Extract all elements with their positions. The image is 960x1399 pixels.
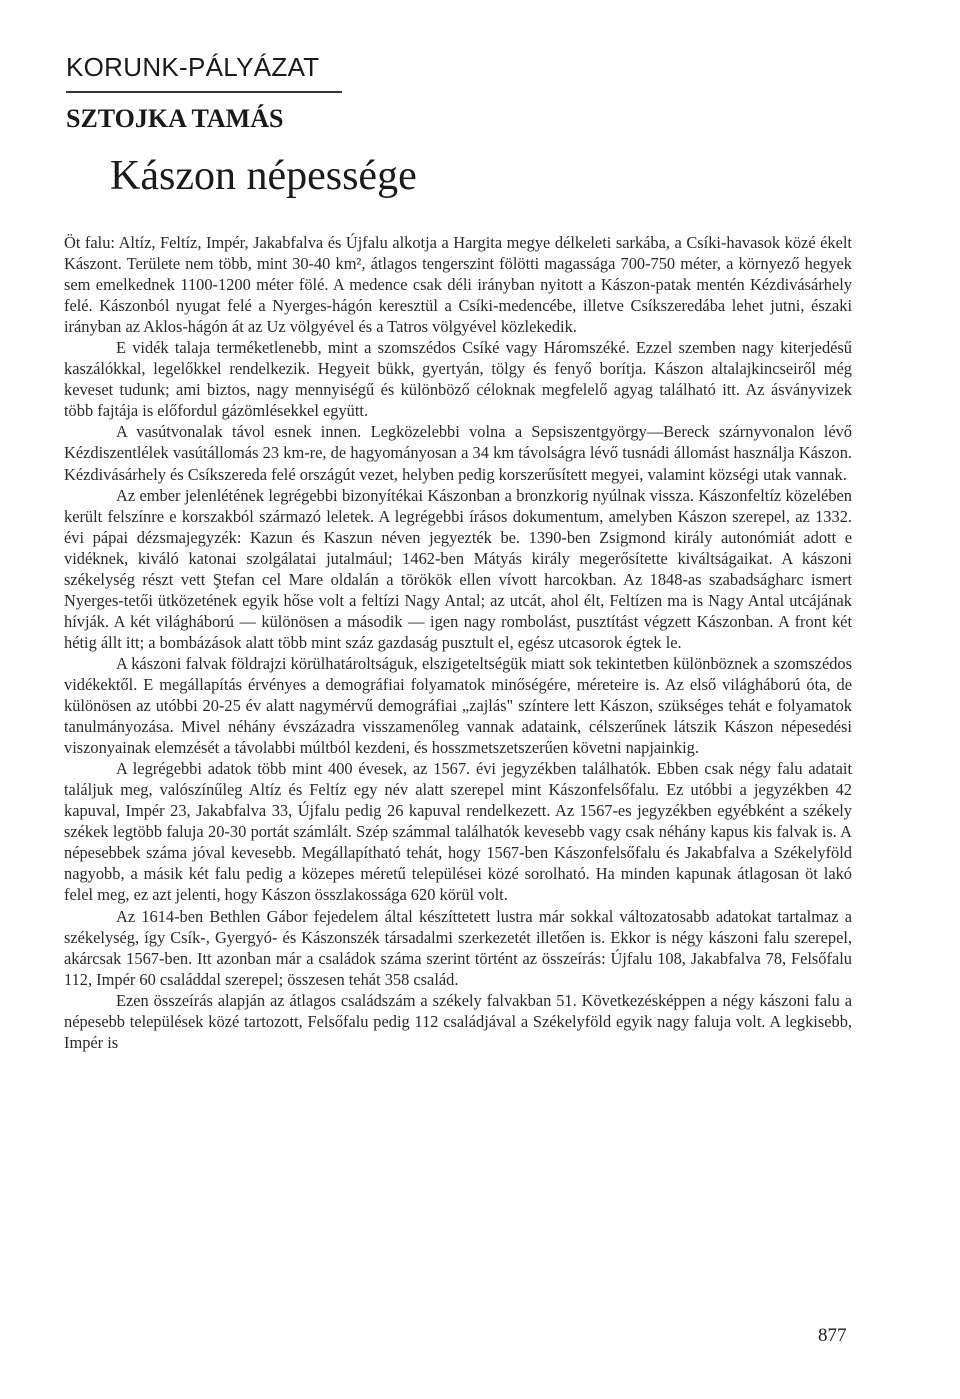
paragraph: Öt falu: Altíz, Feltíz, Impér, Jakabfalva és Újfalu alkotja a Hargita megye délkeleti sarkába, a Csíki-havasok közé ékelt Kászont. Területe nem több, mint 30-40 km², átlagos tengerszint fölötti magassága 700-750 méter, a környező hegyek sem emelkednek 1100-1200 méter fölé. A medence csak déli irányban nyitott a Kászon-patak mentén Kézdivásárhely felé. Kászonból nyugat felé a Nyerges-hágón keresztül a Csíki-medencébe, illetve Csíkszeredába lehet jutni, északi irányban az Aklos-hágón át az Uz völgyével és a Tatros völgyével közlekedik. [64,233,852,337]
author-name: SZTOJKA TAMÁS [66,104,284,133]
article-body [64,232,852,1053]
paragraph: A legrégebbi adatok több mint 400 évesek, az 1567. évi jegyzékben találhatók. Ebben csak négy falu adatait találjuk meg, valószínűleg Altíz és Feltíz egy név alatt szerepel mint Kászonfelsőfalu. Ez utóbbi a jegyzékben 42 kapuval, Impér 23, Jakabfalva 33, Újfalu pedig 26 kapuval rendelkezett. Az 1567-es jegyzékben egyébként a székely székek legtöbb faluja 20-30 portát számlált. Szép számmal találhatók kevesebb vagy csak néhány kapus kis falvak is. A népesebbek száma jóval kevesebb. Megállapítható tehát, hogy 1567-ben Kászonfelsőfalu és Jakabfalva a Székelyföld nagyobb, a másik két falu pedig a közepes méretű települései közé sorolható. Ha minden kapunak átlagosan öt lakó felel meg, ez azt jelenti, hogy Kászon összlakossága 620 körül volt. [64,759,852,905]
section-heading: KORUNK-PÁLYÁZAT [66,52,320,82]
paragraph: Az ember jelenlétének legrégebbi bizonyítékai Kászonban a bronzkorig nyúlnak vissza. Kászonfeltíz közelében került felszínre e korszakból származó leletek. A legrégebbi írásos dokumentum, amelyben Kászon szerepel, az 1332. évi pápai dézsmajegyzék: Kazun és Kaszun néven jegyezték be. 1390-ben Zsigmond király autonómiát adott e vidéknek, kiváló katonai szolgálatai jutalmául; 1462-ben Mátyás király megerősítette kiváltságaikat. A kászoni székelység részt vett Ştefan cel Mare oldalán a törökök ellen vívott harcokban. Az 1848-as szabadságharc ismert Nyerges-tetői ütközetének egyik hőse volt a feltízi Nagy Antal; az utcát, ahol élt, Feltízen ma is Nagy Antal utcájának hívják. A két világháború — különösen a második — igen nagy rombolást, pusztítást végzett Kászonban. A front két hétig állt itt; a bombázások alatt több mint száz gazdaság pusztult el, egész utcasorok égtek le. [64,485,852,652]
page-number: 877 [818,1325,847,1346]
paragraph: A vasútvonalak távol esnek innen. Legközelebbi volna a Sepsiszentgyörgy—Bereck szárnyvonalon lévő Kézdiszentlélek vasútállomás 23 km-re, de hagyományosan a 34 km távolságra lévő tusnádi állomást használja Kászon. Kézdivásárhely és Csíkszereda felé országút vezet, helyben pedig korszerűsített megyei, valamint községi utak vannak. [64,422,852,484]
heading-rule [66,91,342,93]
paragraph: Az 1614-ben Bethlen Gábor fejedelem által készíttetett lustra már sokkal változatosabb adatokat tartalmaz a székelység, így Csík-, Gyergyó- és Kászonszék társadalmi szerkezetét illetően is. Ekkor is négy kászoni falu szerepel, akárcsak 1567-ben. Itt azonban már a családok száma szerint történt az összeírás: Újfalu 108, Jakabfalva 78, Felsőfalu 112, Impér 60 családdal szerepel; összesen tehát 358 család. [64,906,852,989]
paragraph: A kászoni falvak földrajzi körülhatároltságuk, elszigeteltségük miatt sok tekintetben különböznek a szomszédos vidékektől. E megállapítás érvényes a demográfiai folyamatok minőségére, méreteire is. Az első világháború óta, de különösen az utóbbi 20-25 év alatt nagymérvű demográfiai „zajlás" színtere lett Kászon, szükséges tehát e folyamatok tanulmányozása. Mivel néhány évszázadra visszamenőleg vannak adataink, célszerűnek látszik Kászon népesedési viszonyainak elemzését a távolabbi múltból kezdeni, és hosszmetszetszerűen követni napjainkig. [64,653,852,758]
paragraph: Ezen összeírás alapján az átlagos családszám a székely falvakban 51. Következésképpen a négy kászoni falu a népesebb települések közé tartozott, Felsőfalu pedig 112 családjával a Székelyföld egyik nagy faluja volt. A legkisebb, Impér is [64,990,852,1052]
article-title: Kászon népessége [110,153,417,199]
paragraph: E vidék talaja terméketlenebb, mint a szomszédos Csíké vagy Háromszéké. Ezzel szemben nagy kiterjedésű kaszálókkal, legelőkkel rendelkezik. Hegyeit bükk, gyertyán, tölgy és fenyő borítja. Kászon altalajkincseiről még keveset tudunk; ami biztos, nagy mennyiségű és különböző céloknak megfelelő agyag található itt. Az ásványvizek több fajtája is előfordul gázömlésekkel együtt. [64,338,852,421]
